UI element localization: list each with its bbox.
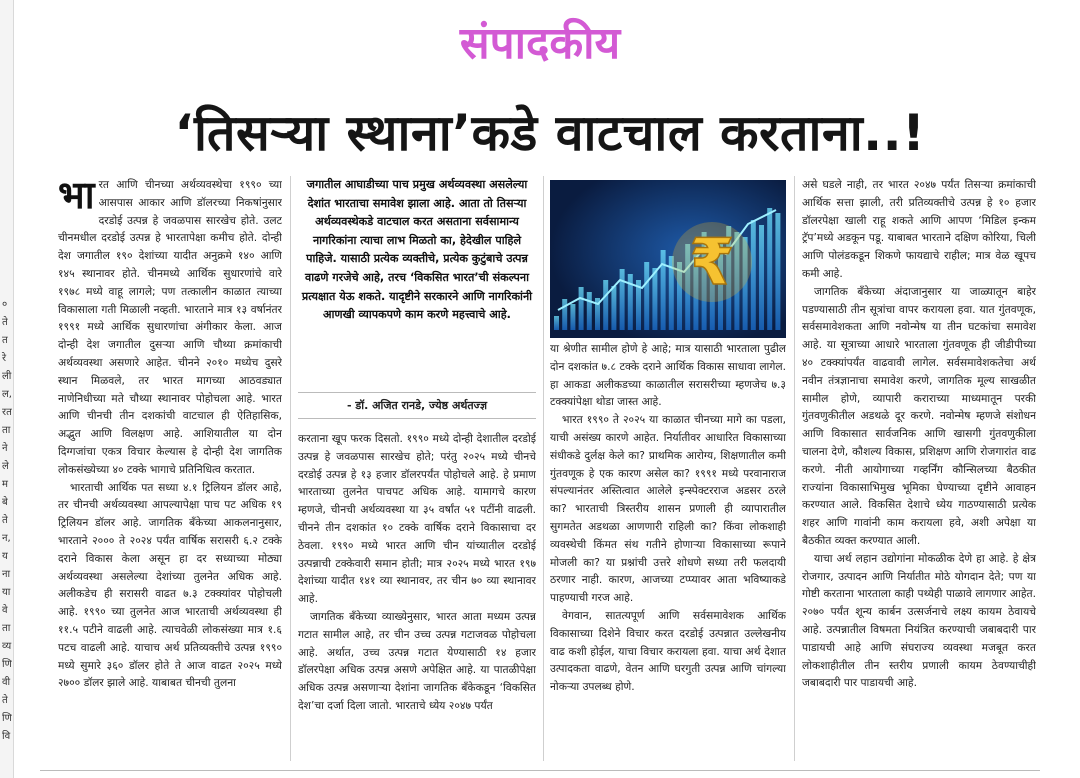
decorative-bar xyxy=(570,304,575,330)
page-bottom-rule xyxy=(40,770,1040,771)
margin-fragment: वे xyxy=(2,605,8,616)
margin-fragment: वी xyxy=(2,677,11,688)
rupee-growth-chart-icon xyxy=(550,180,786,338)
decorative-bar xyxy=(554,316,559,330)
decorative-bar xyxy=(751,220,756,330)
decorative-bar xyxy=(587,292,592,330)
paragraph: याचा अर्थ लहान उद्योगांना मोकळीक देणे हा आहे. हे क्षेत्र रोजगार, उत्पादन आणि निर्यातीत मोठे योगदान देते; पण या गोष्टी करताना भारताला काही पथ्येही पाळावे लागणार आहेत. २०७० पर्यंत शून्य कार्बन उत्सर्जनाचे लक्ष्य कायम ठेवायचे आहे. उत्पन्नातील विषमता नियंत्रित करण्याची जबाबदारी पार पाडायची आहे आणि संघराज्य व्यवस्था मजबूत करत लोकशाहीतील तीन स्तरीय प्रणाली कायम ठेवण्याचीही जबाबदारी पार पाडायची आहे. xyxy=(802,551,1036,690)
illustration-graphic xyxy=(550,180,786,338)
margin-fragment: ना xyxy=(2,569,11,580)
article-column-3 xyxy=(550,340,786,761)
decorative-bar xyxy=(767,208,772,330)
paragraph: वेगवान, सातत्यपूर्ण आणि सर्वसमावेशक आर्थिक विकासाच्या दिशेने विचार करत दरडोई उत्पन्नात उल्लेखनीय वाढ कशी होईल, याचा विचार करायला हवा. याचा अर्थ देशात उत्पादकता वाढणे, वेतन आणि घरगुती उत्पन्न आणि चांगल्या नोकऱ्या उपलब्ध होणे. xyxy=(550,608,786,694)
decorative-bar xyxy=(611,286,616,330)
decorative-bar xyxy=(775,213,780,330)
decorative-bar xyxy=(759,225,764,330)
margin-fragment: य xyxy=(2,551,8,562)
margin-fragment: रत xyxy=(2,407,12,418)
margin-fragment: ल, xyxy=(2,389,12,400)
margin-fragment: ली xyxy=(2,371,12,382)
column-divider xyxy=(794,176,795,761)
paragraph: भारत १९९० ते २०२५ या काळात चीनच्या मागे का पडला, याची असंख्य कारणे आहेत. निर्यातीवर आधारित विकासाच्या संधीकडे दुर्लक्ष केले का? प्राथमिक आरोग्य, शिक्षणातील कमी गुंतवणूक हे एक कारण असेल का? १९९१ मध्ये परवानाराज संपल्यानंतर अस्तित्वात आलेले इन्स्पेक्टरराज अडसर ठरले का? भारताची त्रिस्तरीय शासन प्रणाली ही व्यापारातील सुगमतेत अडथळा आणणारी राहिली का? किंवा लोकशाही व्यवस्थेची किंमत संथ गतीने होणाऱ्या विकासाच्या रूपाने मोजली का? या प्रश्नांची उत्तरे शोधणे सध्या तरी फलदायी ठरणार नाही. कारण, आजच्या टप्प्यावर आता भविष्याकडे पाहण्याची गरज आहे. xyxy=(550,413,786,605)
margin-fragment: ता xyxy=(2,623,11,634)
decorative-bar xyxy=(661,250,666,330)
margin-fragment: ते xyxy=(2,515,8,526)
margin-fragment: बे xyxy=(2,497,8,508)
margin-fragment: ते xyxy=(2,317,8,328)
paragraph: करताना खूप फरक दिसतो. १९९० मध्ये दोन्ही देशातील दरडोई उत्पन्न हे जवळपास सारखेच होते; परंतु २०२५ मध्ये चीनचे दरडोई उत्पन्न हे १३ हजार डॉलरपर्यंत पोहोचले आहे. हे प्रमाण भारताच्या तुलनेत पाचपट अधिक आहे. यामागचे कारण म्हणजे, चीनची अर्थव्यवस्था या ३५ वर्षांत ५१ पटींनी वाढली. चीनने तीन दशकांत १० टक्के वार्षिक दराने विकासाचा दर ठेवला. १९९० मध्ये भारत आणि चीन यांच्यातील दरडोई उत्पन्नाची टक्केवारी समान होती; मात्र २०२५ मध्ये भारत १९७ देशांच्या यादीत १४१ व्या स्थानावर, तर चीन ७० व्या स्थानावर आहे. xyxy=(298,432,536,606)
margin-fragment: णि xyxy=(2,713,12,724)
margin-fragment: ले xyxy=(2,461,9,472)
margin-fragment: ० xyxy=(2,299,8,310)
margin-fragment: ते xyxy=(2,695,8,706)
pull-quote: जगातील आघाडीच्या पाच प्रमुख अर्थव्यवस्था असलेल्या देशांत भारताचा समावेश झाला आहे. आता तो तिसऱ्या अर्थव्यवस्थेकडे वाटचाल करत असताना सर्वसामान्य नागरिकांना त्याचा लाभ मिळतो का, हेदेखील पाहिले पाहिजे. यासाठी प्रत्येक व्यक्तीचे, प्रत्येक कुटुंबाचे उत्पन्न वाढणे गरजेचे आहे, तरच ‘विकसित भारत’ची संकल्पना प्रत्यक्षात येऊ शकते. यादृष्टीने सरकारने आणि नागरिकांनी आणखी व्यापकपणे काम करणे महत्त्वाचे आहे. xyxy=(301,178,533,322)
column-divider xyxy=(543,176,544,761)
article-column-1 xyxy=(58,176,282,761)
paragraph: जागतिक बँकेच्या व्याख्येनुसार, भारत आता मध्यम उत्पन्न गटात सामील आहे, तर चीन उच्च उत्पन्न गटाजवळ पोहोचला आहे. अर्थात, उच्च उत्पन्न गटात येण्यासाठी १४ हजार डॉलरपेक्षा अधिक उत्पन्न असणे अपेक्षित आहे. या पातळीपेक्षा अधिक उत्पन्न असणाऱ्या देशांना जागतिक बँकेकडून ‘विकसित देश’चा दर्जा दिला जातो. भारताचे ध्येय २०४७ पर्यंत xyxy=(298,609,536,712)
margin-fragment: न, xyxy=(2,533,11,544)
decorative-bar xyxy=(579,287,584,330)
margin-fragment: या xyxy=(2,587,11,598)
drop-cap: भा xyxy=(58,176,95,217)
article-column-2 xyxy=(298,430,536,761)
author-byline: - डॉ. अजित रानडे, ज्येष्ठ अर्थतज्ज्ञ xyxy=(298,392,536,419)
margin-fragment: त xyxy=(2,335,8,346)
paragraph: भारत आणि चीनच्या अर्थव्यवस्थेचा १९९० च्या आसपास आकार आणि डॉलरच्या निकषांनुसार दरडोई उत्पन्न हे जवळपास सारखेच होते. उलट चीनमधील दरडोई उत्पन्न हे भारतापेक्षा कमीच होते. दोन्ही देश जगातील १९० देशांच्या यादीत अनुक्रमे १४० आणि १४५ स्थानावर होते. चीनमध्ये आर्थिक सुधारणांचे वारे १९७८ मध्ये वाहू लागले; पण तत्कालीन काळात त्याच्या विकासाला गती मिळाली नव्हती. भारताने मात्र १३ वर्षानंतर १९९१ मध्ये आर्थिक सुधारणांचा अंगीकार केला. आज दोन्ही देश जगातील दुसऱ्या आणि चौथ्या क्रमांकाची अर्थव्यवस्था असणारे आहेत. चीनने २०१० मध्येच दुसरे स्थान मिळवले, तर भारत मागच्या आठवड्यात नाणेनिधीच्या मते चौथ्या स्थानावर पोहोचला आहे. भारत आणि चीनची तीन दशकांची वाटचाल ही ऐतिहासिक, अद्भुत आणि विलक्षण आहे. आशियातील या दोन दिग्गजांचा एकत्र विचार केल्यास हे दोन्ही देश जागतिक लोकसंख्येच्या ४० टक्के भागाचे प्रतिनिधित्व करतात. xyxy=(58,176,282,476)
headline: ‘तिसऱ्या स्थाना’कडे वाटचाल करताना..! xyxy=(174,104,926,162)
decorative-bar xyxy=(562,299,567,330)
adjacent-page-edge xyxy=(0,0,14,778)
margin-fragment: ने xyxy=(2,443,8,454)
paragraph: असे घडले नाही, तर भारत २०४७ पर्यंत तिसऱ्या क्रमांकाची आर्थिक सत्ता झाली, तरी प्रतिव्यक्तीचे उत्पन्न हे १० हजार डॉलरपेक्षा खाली राहू शकते आणि आपण ‘मिडिल इन्कम ट्रॅप’मध्ये अडकून पडू. याबाबत भारताने दक्षिण कोरिया, चिली आणि पोलंडकडून शिकणे फायद्याचे राहील; मात्र वेळ खूपच कमी आहे. xyxy=(802,178,1036,280)
decorative-bar xyxy=(603,280,608,330)
article-column-4 xyxy=(802,176,1036,761)
decorative-bar xyxy=(644,262,649,330)
margin-fragment: ता xyxy=(2,425,11,436)
margin-fragment: णि xyxy=(2,659,12,670)
column-divider xyxy=(290,176,291,761)
margin-fragment: व्य xyxy=(2,641,12,652)
margin-fragment: म xyxy=(2,479,8,490)
decorative-bar xyxy=(652,268,657,330)
paragraph: भारताची आर्थिक पत सध्या ४.१ ट्रिलियन डॉलर आहे, तर चीनची अर्थव्यवस्था आपल्यापेक्षा पाच पट अधिक १९ ट्रिलियन डॉलर आहे. जागतिक बँकेच्या आकलनानुसार, भारताने २००० ते २०२४ पर्यंत वार्षिक सरासरी ६.२ टक्के दराने विकास केला असून हा दर सध्याच्या मोठ्या अर्थव्यवस्था असलेल्या देशांच्या तुलनेत अधिक आहे. अलीकडेच ही सरासरी वाढत ७.३ टक्क्यांवर पोहोचली आहे. १९९० च्या तुलनेत आज भारताची अर्थव्यवस्था ही ११.५ पटीने वाढली आहे. त्याचवेळी लोकसंख्या मात्र १.६ पटच वाढली आहे. याचाच अर्थ प्रतिव्यक्तीचे उत्पन्न १९९० मध्ये सुमारे ३६० डॉलर होते ते आज वाढत २०२५ मध्ये २७०० डॉलर झाले आहे. याबाबत चीनची तुलना xyxy=(58,480,282,690)
paragraph: जागतिक बँकेच्या अंदाजानुसार या जाळ्यातून बाहेर पडण्यासाठी तीन सूत्रांचा वापर करायला हवा. यात गुंतवणूक, सर्वसमावेशकता आणि नवोन्मेष या तीन घटकांचा समावेश आहे. या सूत्राच्या आधारे भारताला गुंतवणूक ही जीडीपीच्या ४० टक्क्यांपर्यंत वाढवावी लागेल. सर्वसमावेशकतेचा अर्थ नवीन तंत्रज्ञानाचा समावेश करणे, जागतिक मूल्य साखळीत सामील होणे, व्यापारी कराराच्या माध्यमातून परकी गुंतवणुकीतील अडथळे दूर करणे. नवोन्मेष म्हणजे संशोधन आणि विकासात सार्वजनिक आणि खासगी गुंतवणुकीला चालना देणे, कौशल्य विकास, प्रशिक्षण आणि रोजगारांत वाढ करणे. नीती आयोगाच्या गव्हर्निंग कौन्सिलच्या बैठकीत राज्यांना विकासाभिमुख भूमिका घेण्याच्या दृष्टीने आवाहन करण्यात आले. विकसित देशाचे ध्येय गाठण्यासाठी प्रत्येक शहर आणि गावांनी काम करायला हवे, अशी अपेक्षा या बैठकीत व्यक्त करण्यात आली. xyxy=(802,284,1036,547)
paragraph: या श्रेणीत सामील होणे हे आहे; मात्र यासाठी भारताला पुढील दोन दशकांत ७.८ टक्के दराने आर्थिक विकास साधावा लागेल. हा आकडा अलीकडच्या काळातील सरासरीच्या म्हणजेच ७.३ टक्क्यांपेक्षा थोडा जास्त आहे. xyxy=(550,342,786,409)
margin-fragment: वि xyxy=(2,731,11,742)
margin-fragment: रे xyxy=(2,353,7,364)
decorative-bar xyxy=(620,269,625,330)
rupee-symbol: ₹ xyxy=(689,226,735,300)
section-kicker: संपादकीय xyxy=(459,18,621,69)
